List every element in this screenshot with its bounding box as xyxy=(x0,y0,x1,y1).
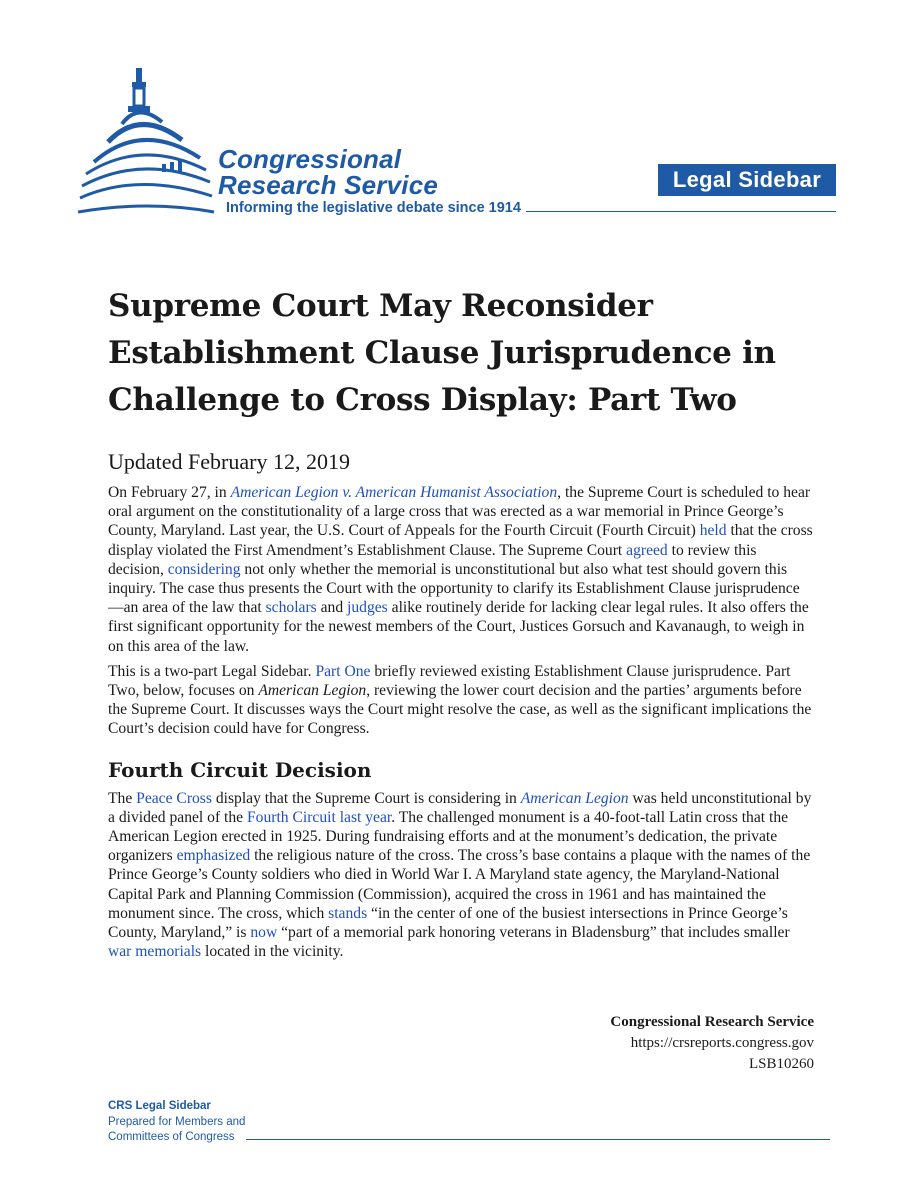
updated-date: Updated February 12, 2019 xyxy=(108,449,350,474)
footer-url[interactable]: https://crsreports.congress.gov xyxy=(630,1035,814,1051)
part-one-link[interactable]: Part One xyxy=(315,662,371,680)
text: The xyxy=(108,789,137,807)
text: “in the center of one of the busiest intersections in Prince George’s County, Maryland,” is xyxy=(108,904,788,942)
org-tagline: Informing the legislative debate since 1914 xyxy=(226,200,521,216)
held-link[interactable]: held xyxy=(699,522,727,540)
org-name-line1: Congressional xyxy=(218,144,402,174)
text: was held unconstitutional by a divided panel of the xyxy=(108,789,812,826)
footer-report-id: LSB10260 xyxy=(748,1056,814,1072)
footer-rule xyxy=(246,1139,830,1140)
text: alike routinely deride for lacking clear legal rules. It also offers the first significant opportunity for the newest members of the Court, Justices Gorsuch and Kavanaugh, to weigh in on this area of the law. xyxy=(108,599,809,655)
paragraph-intro xyxy=(108,483,814,656)
text: that the cross display violated the First Amendment’s Establishment Clause. The Supreme Court xyxy=(108,522,813,559)
war-memorials-link[interactable]: war memorials xyxy=(108,943,202,961)
paragraph-fourth-circuit xyxy=(108,789,814,962)
case-link[interactable]: American Legion v. American Humanist Association xyxy=(230,484,558,501)
tagline-rule xyxy=(526,211,836,212)
stands-link[interactable]: stands xyxy=(328,904,368,922)
text: to review this decision, xyxy=(108,541,757,578)
page-title: Supreme Court May Reconsider Establishment Clause Jurisprudence in Challenge to Cross Display: Part Two xyxy=(108,288,776,418)
footer-series-title: CRS Legal Sidebar xyxy=(108,1100,211,1112)
text: located in the vicinity. xyxy=(201,943,344,961)
text: , reviewing the lower court decision and the parties’ arguments before the Supreme Court. It discusses ways the Court might resolve the case, as well as the significant implications the Court’s decision could have for Congress. xyxy=(108,682,812,738)
text: not only whether the memorial is unconstitutional but also what test should govern this inquiry. The case thus presents the Court with the opportunity to clarify its Establishment Clause jurisprudence—an area of the law that xyxy=(108,560,800,617)
text: This is a two-part Legal Sidebar. xyxy=(108,662,316,680)
agreed-link[interactable]: agreed xyxy=(626,541,668,559)
text: . The challenged monument is a 40-foot-tall Latin cross that the American Legion erected in 1925. During fundraising efforts and at the monument’s dedication, the private organizers xyxy=(108,808,789,865)
footer-org: Congressional Research Service xyxy=(610,1014,814,1030)
text: and xyxy=(316,599,348,617)
org-name-line2: Research Service xyxy=(218,170,439,200)
emphasized-link[interactable]: emphasized xyxy=(176,847,251,865)
capitol-dome-icon xyxy=(78,62,218,222)
text: briefly reviewed existing Establishment Clause jurisprudence. Part Two, below, focuses on xyxy=(108,662,791,700)
text: display that the Supreme Court is considering in xyxy=(211,789,521,807)
now-link[interactable]: now xyxy=(250,924,278,942)
text: , the Supreme Court is scheduled to hear oral argument on the constitutionality of a large cross that was erected as a war memorial in Prince George’s County, Maryland. Last year, the U.S. Court of Appeals for the Fourth Circuit (Fourth Circuit) xyxy=(108,484,811,540)
american-legion-link[interactable]: American Legion xyxy=(520,789,629,807)
org-name xyxy=(218,146,438,198)
legal-sidebar-badge: Legal Sidebar xyxy=(658,164,836,196)
peace-cross-link[interactable]: Peace Cross xyxy=(136,789,212,807)
footer-info xyxy=(610,1012,814,1075)
footer-series xyxy=(108,1099,245,1146)
case-name: American Legion xyxy=(258,682,367,700)
text: “part of a memorial park honoring veterans in Bladensburg” that includes smaller xyxy=(277,924,790,942)
footer-series-line2: Prepared for Members and xyxy=(108,1115,246,1128)
footer-series-line3: Committees of Congress xyxy=(108,1131,235,1143)
article-body xyxy=(108,483,814,967)
text: On February 27, in xyxy=(108,484,231,501)
text: the religious nature of the cross. The cross’s base contains a plaque with the names of the Prince George’s County soldiers who died in World War I. A Maryland state agency, the Maryland-National Capital Park and Planning Commission (Commission), acquired the cross in 1961 and has maintained the monument since. The cross, which xyxy=(108,847,811,922)
paragraph-overview xyxy=(108,662,814,739)
last-year-link[interactable]: last year xyxy=(339,808,392,826)
fourth-circuit-link[interactable]: Fourth Circuit xyxy=(247,808,336,826)
judges-link[interactable]: judges xyxy=(347,599,388,617)
crs-logo xyxy=(78,62,538,222)
considering-link[interactable]: considering xyxy=(167,560,241,578)
section-heading: Fourth Circuit Decision xyxy=(108,757,372,782)
scholars-link[interactable]: scholars xyxy=(265,599,317,617)
